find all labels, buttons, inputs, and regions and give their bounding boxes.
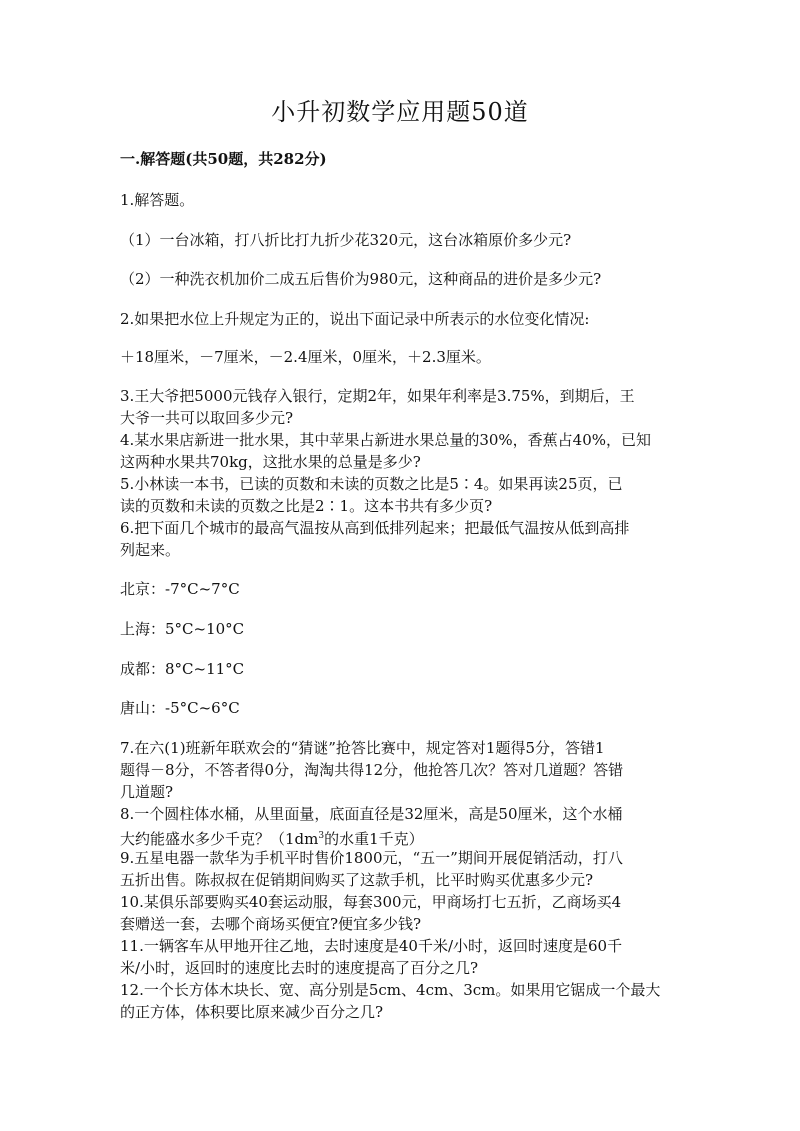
question-10-line-1: 10.某俱乐部要购买40套运动服，每套300元，甲商场打七五折，乙商场买4 [120, 893, 622, 911]
question-9-line-2: 五折出售。陈叔叔在促销期间购买了这款手机，比平时购买优惠多少元? [120, 871, 594, 889]
question-1-sub-2: （2）一种洗衣机加价二成五后售价为980元，这种商品的进价是多少元? [120, 270, 602, 288]
question-1-sub-1: （1）一台冰箱，打八折比打九折少花320元，这台冰箱原价多少元? [120, 231, 572, 249]
city-temp-beijing: 北京：-7°C~7°C [120, 580, 240, 598]
question-11-line-2: 米/小时，返回时的速度比去时的速度提高了百分之几? [120, 959, 479, 977]
question-3-line-2: 大爷一共可以取回多少元? [120, 409, 294, 427]
question-8-line-1: 8.一个圆柱体水桶，从里面量，底面直径是32厘米，高是50厘米，这个水桶 [120, 805, 623, 823]
question-7-line-2: 题得－8分，不答者得0分，淘淘共得12分，他抢答几次？答对几道题？答错 [120, 761, 624, 779]
question-8-line-2-text: 大约能盛水多少千克？（1dm [120, 830, 319, 848]
question-8-line-2-tail: 的水重1千克） [324, 830, 424, 848]
city-temp-chengdu: 成都：8°C~11°C [120, 660, 245, 678]
question-5-line-2: 读的页数和未读的页数之比是2∶1。这本书共有多少页? [120, 497, 493, 515]
page-title: 小升初数学应用题50道 [271, 98, 529, 126]
question-10-line-2: 套赠送一套，去哪个商场买便宜?便宜多少钱? [120, 915, 422, 933]
question-6-line-2: 列起来。 [120, 541, 181, 559]
question-7-line-1: 7.在六(1)班新年联欢会的“猜谜”抢答比赛中，规定答对1题得5分，答错1 [120, 739, 605, 757]
question-5-line-1: 5.小林读一本书，已读的页数和未读的页数之比是5∶4。如果再读25页，已 [120, 475, 623, 493]
city-temp-tangshan: 唐山：-5°C~6°C [120, 699, 240, 717]
question-4-line-2: 这两种水果共70kg，这批水果的总量是多少? [120, 453, 421, 471]
question-7-line-3: 几道题? [120, 783, 174, 801]
question-6-line-1: 6.把下面几个城市的最高气温按从高到低排列起来；把最低气温按从低到高排 [120, 519, 630, 537]
question-9-line-1: 9.五星电器一款华为手机平时售价1800元，“五一”期间开展促销活动，打八 [120, 849, 623, 867]
question-2-text: 2.如果把水位上升规定为正的，说出下面记录中所表示的水位变化情况: [120, 310, 590, 328]
question-3-line-1: 3.王大爷把5000元钱存入银行，定期2年，如果年利率是3.75%，到期后，王 [120, 387, 635, 405]
city-temp-shanghai: 上海：5°C~10°C [120, 620, 245, 638]
question-4-line-1: 4.某水果店新进一批水果，其中苹果占新进水果总量的30%，香蕉占40%，已知 [120, 431, 651, 449]
section-heading: 一.解答题(共50题，共282分) [120, 150, 327, 168]
question-12-line-1: 12.一个长方体木块长、宽、高分别是5cm、4cm、3cm。如果用它锯成一个最大 [120, 981, 661, 999]
superscript-3: 3 [318, 831, 325, 841]
question-12-line-2: 的正方体，体积要比原来减少百分之几? [120, 1003, 384, 1021]
question-1-head: 1.解答题。 [120, 191, 195, 209]
question-2-values: ＋18厘米，－7厘米，－2.4厘米，0厘米，＋2.3厘米。 [120, 348, 491, 366]
question-11-line-1: 11.一辆客车从甲地开往乙地，去时速度是40千米/小时，返回时速度是60千 [120, 937, 623, 955]
